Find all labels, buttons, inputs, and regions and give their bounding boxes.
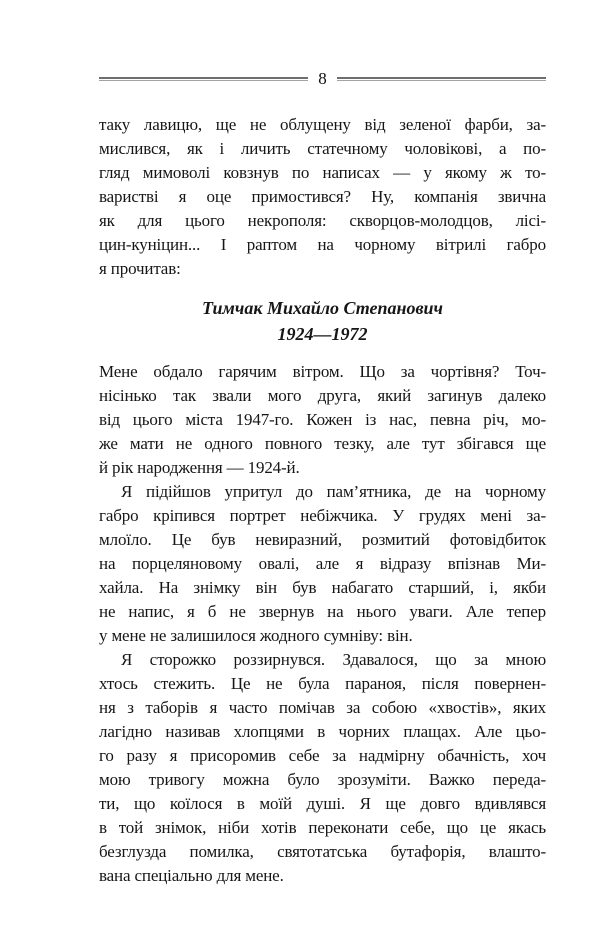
- text-line: Я підійшов упритул до пам’ятника, де на чорному: [121, 482, 546, 501]
- heading-line: Тимчак Михайло Степанович: [201, 298, 444, 318]
- text-line: же мати не одного повного тезку, але тут збігався ще: [99, 434, 546, 453]
- paragraph: [99, 480, 546, 648]
- text-line: й рік народження — 1924-й.: [99, 458, 300, 477]
- paragraph: [99, 648, 546, 888]
- text-line: ти, що коїлося в моїй душі. Я ще довго вдивлявся: [99, 794, 546, 813]
- text-line: безглузда помилка, святотатська бутафорія, влашто-: [99, 842, 546, 861]
- header-rule-right: [337, 77, 546, 81]
- text-line: в той знімок, ніби хотів переконати себе, що це якась: [99, 818, 546, 837]
- text-line: млоїло. Це був невиразний, розмитий фотовідбиток: [99, 530, 546, 549]
- text-line: у мене не залишилося жодного сумніву: він.: [99, 626, 413, 645]
- paragraph: [99, 360, 546, 480]
- text-line: нісінько так звали мого друга, який загинув далеко: [99, 386, 546, 405]
- section-heading: [99, 295, 546, 347]
- text-line: гляд мимоволі ковзнув по написах — у якому ж то-: [99, 163, 546, 182]
- header-rule-left: [99, 77, 308, 81]
- text-line: як для цього некрополя: скворцов-молодцов, лісі-: [99, 211, 546, 230]
- text-line: на порцеляновому овалі, але я відразу впізнав Ми-: [99, 554, 546, 573]
- text-line: варистві я оце примостився? Ну, компанія звична: [99, 187, 546, 206]
- page-header: [99, 68, 546, 90]
- text-line: не напис, я б не звернув на нього уваги. Але тепер: [99, 602, 546, 621]
- paragraph: [99, 113, 546, 281]
- page-text: [99, 113, 546, 888]
- page-number: 8: [318, 69, 327, 88]
- text-line: ня з таборів я часто помічав за собою «хвостів», яких: [99, 698, 546, 717]
- text-line: хтось стежить. Це не була параноя, після повернен-: [99, 674, 546, 693]
- text-line: мою тривогу можна було зрозуміти. Важко переда-: [99, 770, 546, 789]
- text-line: цин-куніцин... І раптом на чорному вітрилі габро: [99, 235, 546, 254]
- heading-line: 1924—1972: [277, 324, 368, 344]
- text-line: Я сторожко роззирнувся. Здавалося, що за мною: [121, 650, 546, 669]
- text-line: я прочитав:: [99, 259, 181, 278]
- text-line: таку лавицю, ще не облущену від зеленої фарби, за-: [99, 115, 546, 134]
- text-line: лагідно називав хлопцями в чорних плащах. Але цьо-: [99, 722, 546, 741]
- text-line: хайла. На знімку він був набагато старший, і, якби: [99, 578, 546, 597]
- text-line: вана спеціально для мене.: [99, 866, 284, 885]
- text-line: габро кріпився портрет небіжчика. У грудях мені за-: [99, 506, 546, 525]
- text-line: го разу я присоромив себе за надмірну обачність, хоч: [99, 746, 546, 765]
- text-line: мислився, як і личить статечному чоловікові, а по-: [99, 139, 546, 158]
- text-line: від цього міста 1947-го. Кожен із нас, певна річ, мо-: [99, 410, 546, 429]
- text-line: Мене обдало гарячим вітром. Що за чортівня? Точ-: [99, 362, 546, 381]
